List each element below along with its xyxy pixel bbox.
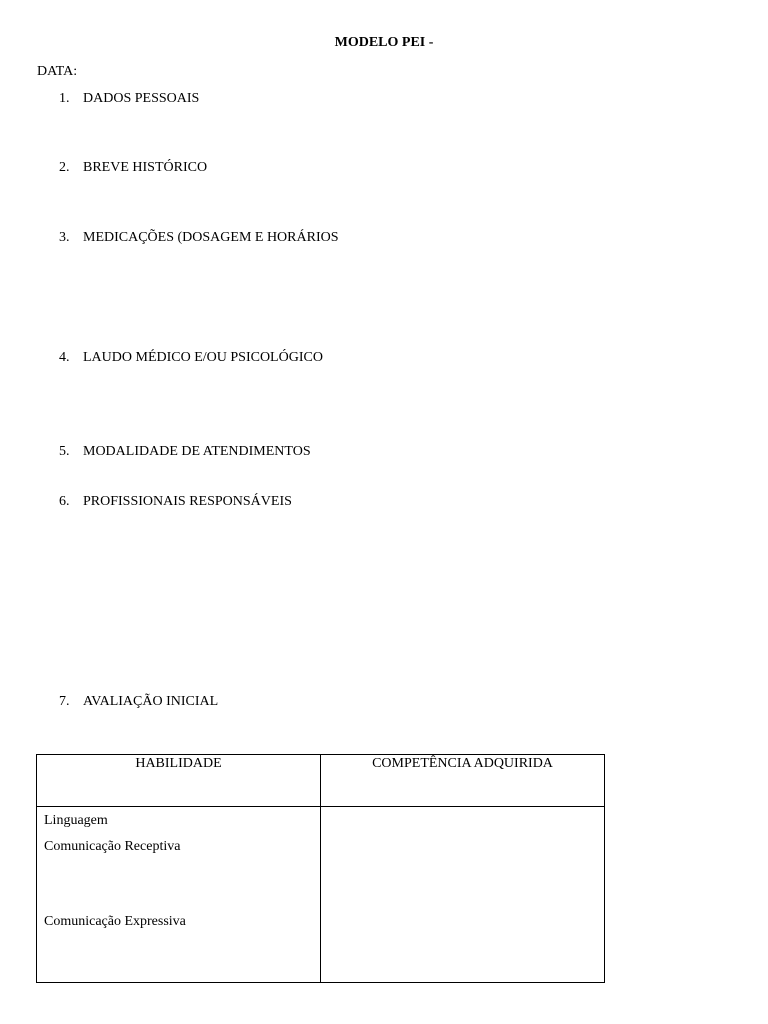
section-item [59, 494, 292, 510]
section-number: 6. [59, 494, 70, 509]
section-item [59, 230, 339, 246]
section-number: 1. [59, 91, 70, 106]
date-label: DATA: [37, 64, 78, 79]
section-label: LAUDO MÉDICO E/OU PSICOLÓGICO [83, 350, 323, 365]
evaluation-table [36, 754, 605, 983]
section-number: 7. [59, 694, 70, 709]
table-header-row [37, 755, 605, 807]
skill-heading: Linguagem [44, 813, 108, 828]
skill-expressive: Comunicação Expressiva [44, 914, 186, 929]
section-label: DADOS PESSOAIS [83, 91, 200, 106]
section-item [59, 350, 323, 366]
section-item [59, 444, 311, 460]
competence-cell [321, 807, 605, 983]
section-number: 4. [59, 350, 70, 365]
section-label: MEDICAÇÕES (DOSAGEM E HORÁRIOS [83, 230, 339, 245]
section-number: 2. [59, 160, 70, 175]
header-habilidade: HABILIDADE [37, 755, 321, 807]
document-title: MODELO PEI - [334, 35, 434, 50]
section-item [59, 91, 199, 107]
section-label: PROFISSIONAIS RESPONSÁVEIS [83, 494, 292, 509]
skill-receptive: Comunicação Receptiva [44, 839, 181, 854]
skill-spacer [44, 860, 320, 909]
section-number: 5. [59, 444, 70, 459]
section-item [59, 694, 218, 710]
table-row [37, 807, 605, 983]
section-item [59, 160, 207, 176]
section-label: AVALIAÇÃO INICIAL [83, 694, 219, 709]
section-number: 3. [59, 230, 70, 245]
section-label: BREVE HISTÓRICO [83, 160, 208, 175]
skill-cell [37, 807, 321, 983]
header-competencia: COMPETÊNCIA ADQUIRIDA [321, 755, 605, 807]
section-label: MODALIDADE DE ATENDIMENTOS [83, 444, 311, 459]
